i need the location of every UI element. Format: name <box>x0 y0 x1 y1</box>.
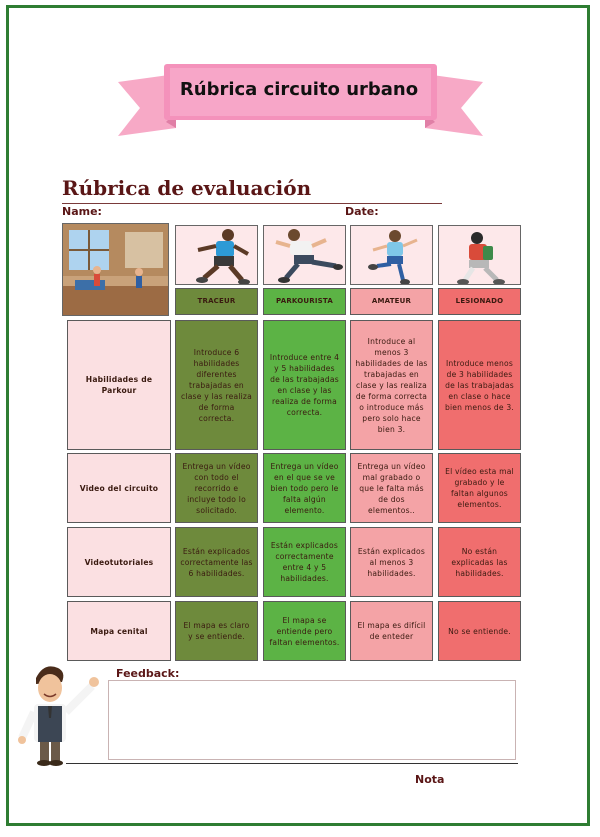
traceur-illustration <box>175 225 258 285</box>
row-label-video: Video del circuito <box>67 453 171 523</box>
feedback-box[interactable] <box>108 680 516 760</box>
name-label: Name: <box>62 205 102 218</box>
feedback-label: Feedback: <box>116 667 180 680</box>
cell-habilidades-lesionado: Introduce menos de 3 habilidades de las trabajadas en clase o hace bien menos de 3. <box>438 320 521 450</box>
cell-video-parkourista: Entrega un vídeo en el que se ve bien todo pero le falta algún elemento. <box>263 453 346 523</box>
lesionado-athlete-image <box>439 226 521 285</box>
page-title: Rúbrica de evaluación <box>62 176 312 200</box>
cell-videotutoriales-lesionado: No están explicadas las habilidades. <box>438 527 521 597</box>
cell-video-traceur: Entrega un vídeo con todo el recorrido e incluye todo lo solicitado. <box>175 453 258 523</box>
scene-illustration <box>62 223 169 316</box>
cell-mapa-traceur: El mapa es claro y se entiende. <box>175 601 258 661</box>
nota-label: Nota <box>415 773 445 786</box>
cell-habilidades-traceur: Introduce 6 habilidades diferentes trabajadas en clase y las realiza de forma correcta. <box>175 320 258 450</box>
parkourista-illustration <box>263 225 346 285</box>
column-header-amateur: AMATEUR <box>350 288 433 315</box>
date-label: Date: <box>345 205 379 218</box>
parkourista-athlete-image <box>264 226 346 285</box>
cell-habilidades-parkourista: Introduce entre 4 y 5 habilidades de las trabajadas en clase y las realiza de forma correcta. <box>263 320 346 450</box>
cell-videotutoriales-amateur: Están explicados al menos 3 habilidades. <box>350 527 433 597</box>
cell-habilidades-amateur: Introduce al menos 3 habilidades de las trabajadas en clase y las realiza de forma correcta o introduce más pero solo hace bien 3. <box>350 320 433 450</box>
cell-mapa-lesionado: No se entiende. <box>438 601 521 661</box>
traceur-athlete-image <box>176 226 258 285</box>
cell-videotutoriales-traceur: Están explicados correctamente las 6 habilidades. <box>175 527 258 597</box>
cell-videotutoriales-parkourista: Están explicados correctamente entre 4 y 5 habilidades. <box>263 527 346 597</box>
cell-video-lesionado: El vídeo esta mal grabado y le faltan algunos elementos. <box>438 453 521 523</box>
title-underline <box>62 203 442 204</box>
column-header-lesionado: LESIONADO <box>438 288 521 315</box>
row-label-habilidades: Habilidades de Parkour <box>67 320 171 450</box>
cell-video-amateur: Entrega un vídeo mal grabado o que le falta más de dos elementos.. <box>350 453 433 523</box>
amateur-illustration <box>350 225 433 285</box>
column-header-traceur: TRACEUR <box>175 288 258 315</box>
row-label-mapa: Mapa cenital <box>67 601 171 661</box>
banner-title: Rúbrica circuito urbano <box>179 78 419 100</box>
row-label-videotutoriales: Videotutoriales <box>67 527 171 597</box>
cell-mapa-parkourista: El mapa se entiende pero faltan elementos. <box>263 601 346 661</box>
gym-scene-image <box>63 224 169 316</box>
column-header-parkourista: PARKOURISTA <box>263 288 346 315</box>
bottom-rule <box>66 763 518 764</box>
lesionado-illustration <box>438 225 521 285</box>
teacher-illustration <box>14 658 110 766</box>
amateur-athlete-image <box>351 226 433 285</box>
cell-mapa-amateur: El mapa es difícil de enteder <box>350 601 433 661</box>
